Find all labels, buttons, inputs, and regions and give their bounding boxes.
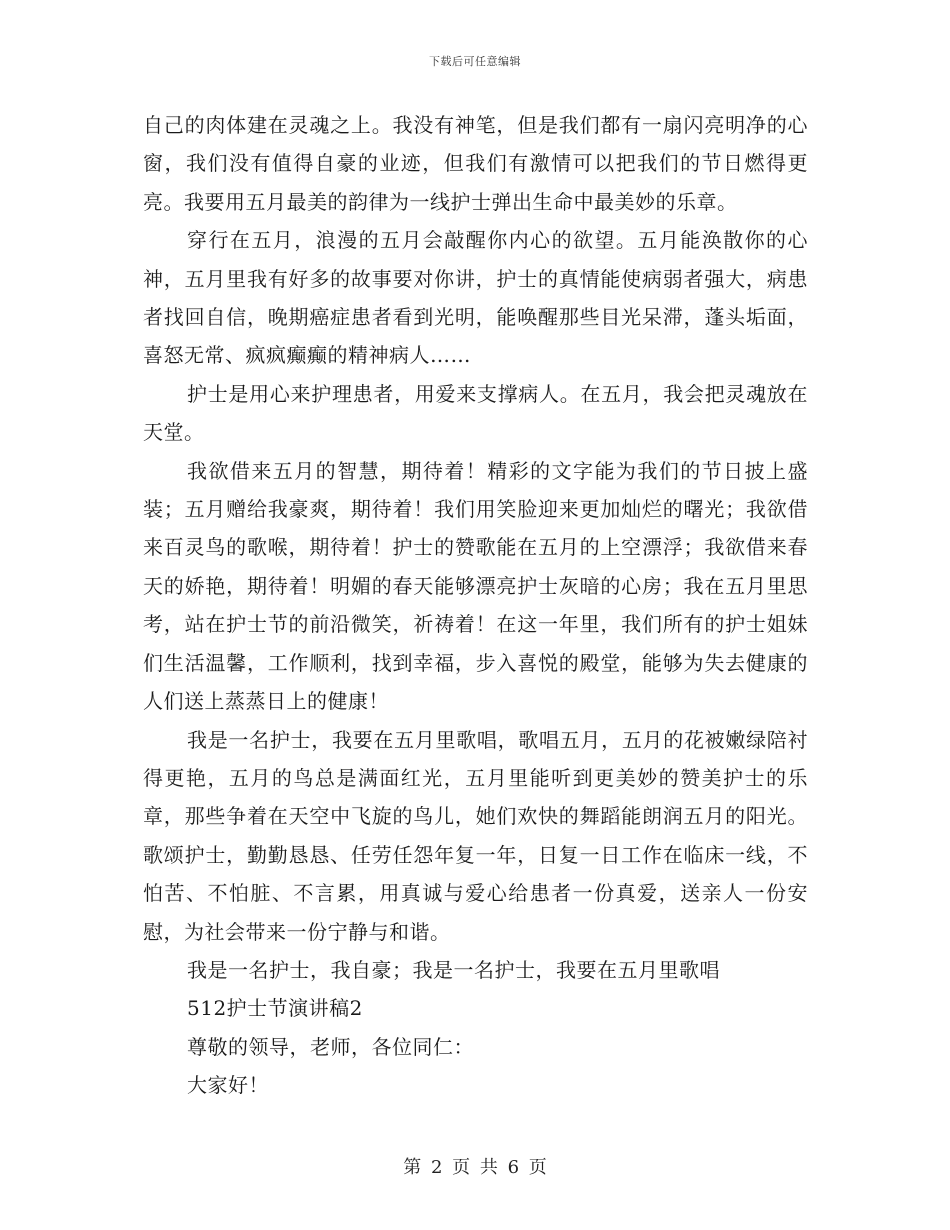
salutation: 尊敬的领导，老师，各位同仁：: [187, 1034, 474, 1059]
paragraph: 穿行在五月，浪漫的五月会敲醒你内心的欲望。五月能涣散你的心神，五月里我有好多的故事要对你讲，护士的真情能使病弱者强大，病患者找回自信，晚期癌症患者看到光明，能唤醒那些目光呆滞，蓬头垢面，喜怒无常、疯疯癫癫的精神病人……: [143, 228, 808, 368]
page-number: 第 2 页 共 6 页: [403, 1157, 547, 1178]
paragraph: 我是一名护士，我自豪；我是一名护士，我要在五月里歌唱: [187, 957, 720, 982]
document-body: [143, 106, 808, 1105]
page-header: 下载后可任意编辑: [429, 55, 521, 68]
section-title: 512护士节演讲稿2: [187, 996, 363, 1021]
greeting: 大家好！: [187, 1073, 269, 1098]
paragraph: 自己的肉体建在灵魂之上。我没有神笔，但是我们都有一扇闪亮明净的心窗，我们没有值得自豪的业迹，但我们有激情可以把我们的节日燃得更亮。我要用五月最美的韵律为一线护士弹出生命中最美妙的乐章。: [143, 113, 808, 214]
paragraph: 我是一名护士，我要在五月里歌唱，歌唱五月，五月的花被嫩绿陪衬得更艳，五月的鸟总是满面红光，五月里能听到更美妙的赞美护士的乐章，那些争着在天空中飞旋的鸟儿，她们欢快的舞蹈能朗润五月的阳光。歌颂护士，勤勤恳恳、任劳任怨年复一年，日复一日工作在临床一线，不怕苦、不怕脏、不言累，用真诚与爱心给患者一份真爱，送亲人一份安慰，为社会带来一份宁静与和谐。: [143, 727, 808, 944]
paragraph: 我欲借来五月的智慧，期待着！精彩的文字能为我们的节日披上盛装；五月赠给我豪爽，期待着！我们用笑脸迎来更加灿烂的曙光；我欲借来百灵鸟的歌喉，期待着！护士的赞歌能在五月的上空漂浮；我欲借来春天的娇艳，期待着！明媚的春天能够漂亮护士灰暗的心房；我在五月里思考，站在护士节的前沿微笑，祈祷着！在这一年里，我们所有的护士姐妹们生活温馨，工作顺利，找到幸福，步入喜悦的殿堂，能够为失去健康的人们送上蒸蒸日上的健康！: [143, 458, 808, 714]
paragraph: 护士是用心来护理患者，用爱来支撑病人。在五月，我会把灵魂放在天堂。: [143, 381, 808, 445]
